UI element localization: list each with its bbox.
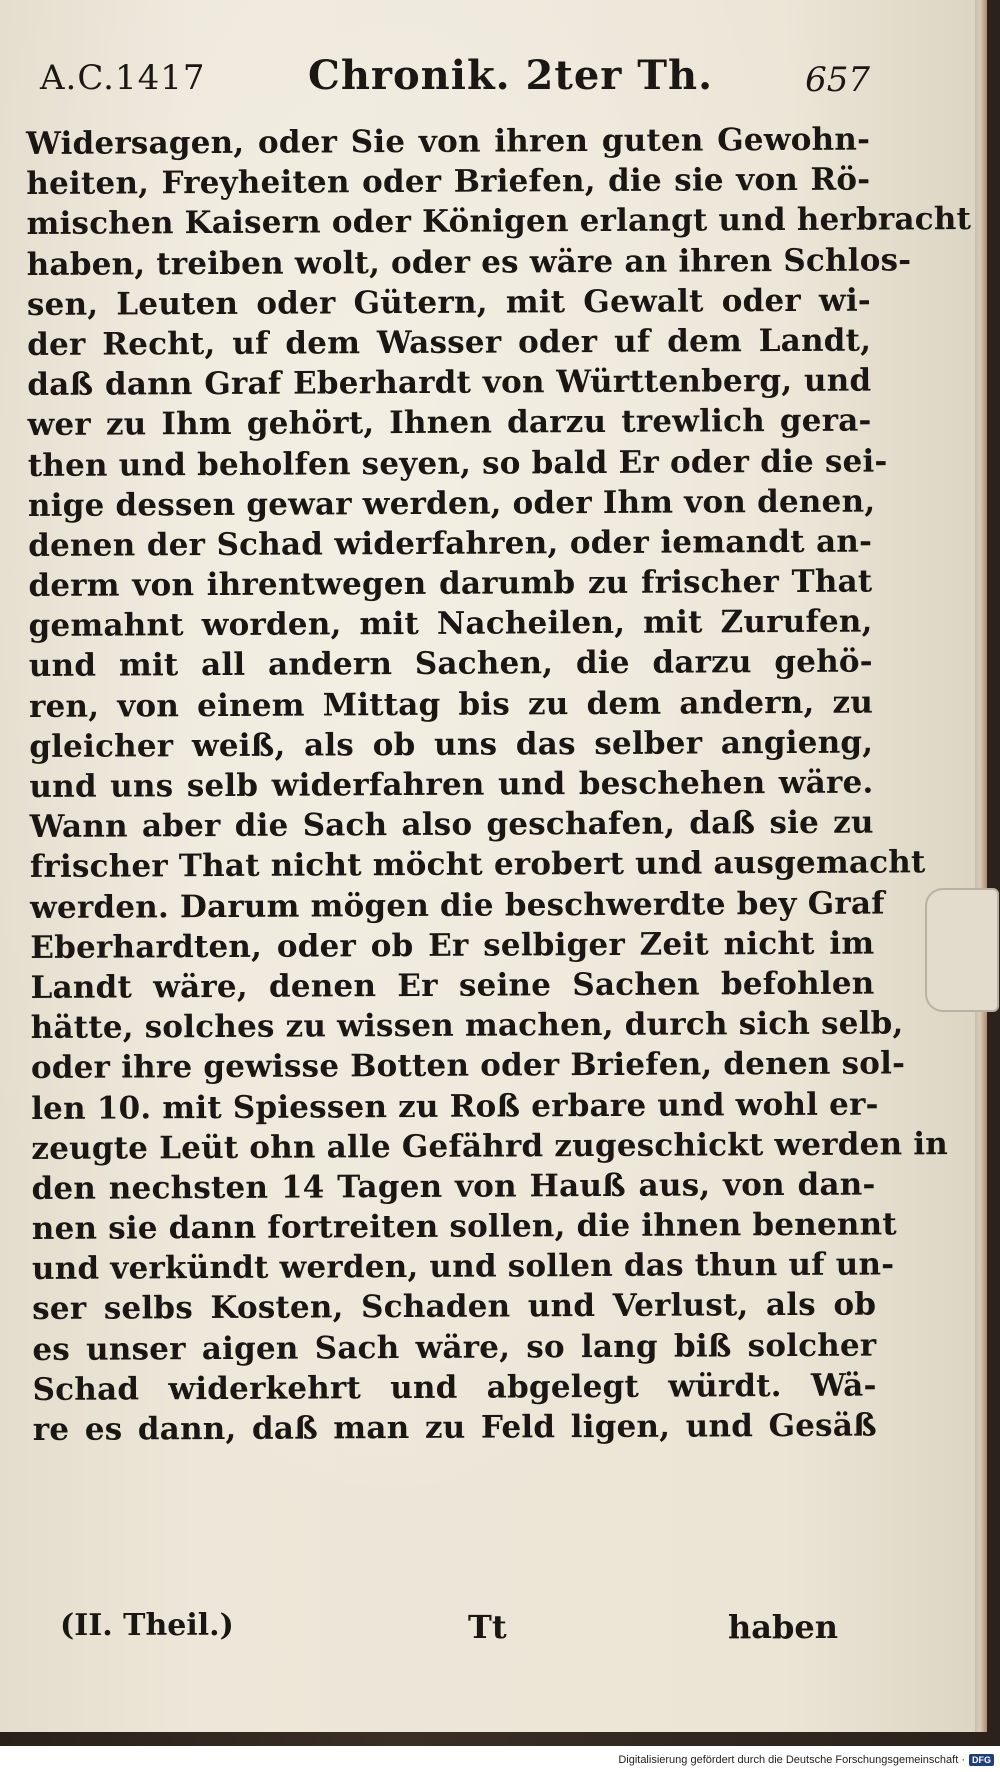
text-line: der Recht, uf dem Wasser oder uf dem Landt, xyxy=(27,322,872,363)
text-line: und verkündt werden, und sollen das thun uf un- xyxy=(31,1246,895,1288)
header-title: Chronik. 2ter Th. xyxy=(308,52,714,99)
text-line: Schad widerkehrt und abgelegt würdt. Wä- xyxy=(32,1367,877,1408)
page-footer xyxy=(48,1608,838,1654)
text-line: haben, treiben wolt, oder es wäre an ihren Schlos- xyxy=(26,241,912,283)
text-line: len 10. mit Spiessen zu Roß erbare und wohl er- xyxy=(31,1086,879,1127)
page-fold-edge xyxy=(975,0,987,1732)
header-year: A.C.1417 xyxy=(40,58,206,98)
text-line: den nechsten 14 Tagen von Hauß aus, von dan- xyxy=(31,1166,876,1207)
text-line: gleicher weiß, als ob uns das selber angieng, xyxy=(29,724,874,765)
text-line: sen, Leuten oder Gütern, mit Gewalt oder wi- xyxy=(26,282,872,323)
digitization-credit xyxy=(618,1754,994,1766)
page-number: 657 xyxy=(805,60,870,100)
text-line: ren, von einem Mittag bis zu dem andern, zu xyxy=(28,684,874,725)
text-line: Wann aber die Sach also geschafen, daß sie zu xyxy=(29,804,874,846)
text-line: und uns selb widerfahren und beschehen wäre. xyxy=(29,764,874,805)
text-line: oder ihre gewisse Botten oder Briefen, denen sol- xyxy=(30,1045,906,1087)
footer-signature-mark: Tt xyxy=(468,1608,507,1646)
text-line: ser selbs Kosten, Schaden und Verlust, als ob xyxy=(32,1287,877,1328)
text-line: Landt wäre, denen Er seine Sachen befohlen xyxy=(30,965,875,1006)
dfg-logo-icon: DFG xyxy=(969,1754,994,1766)
text-line: Widersagen, oder Sie von ihren guten Gewohn- xyxy=(26,121,871,162)
text-line: then und beholfen seyen, so bald Er oder die sei- xyxy=(27,442,888,484)
text-line: es unser aigen Sach wäre, so lang biß solcher xyxy=(32,1327,877,1368)
text-line: nen sie dann fortreiten sollen, die ihnen benennt xyxy=(31,1206,897,1248)
footer-volume: (II. Theil.) xyxy=(60,1608,234,1643)
text-line: Eberhardten, oder ob Er selbiger Zeit nicht im xyxy=(30,925,875,966)
text-line: und mit all andern Sachen, die darzu gehö- xyxy=(28,644,873,685)
text-line: zeugte Leüt ohn alle Gefährd zugeschickt werden in xyxy=(31,1125,949,1167)
text-line: wer zu Ihm gehört, Ihnen darzu trewlich gera- xyxy=(27,402,872,444)
text-line: mischen Kaisern oder Königen erlangt und herbracht xyxy=(26,201,972,243)
text-line: daß dann Graf Eberhardt von Württenberg, und xyxy=(27,362,872,404)
page-tab-marker xyxy=(925,888,999,1012)
credit-text: Digitalisierung gefördert durch die Deutsche Forschungsgemeinschaft · xyxy=(618,1754,965,1766)
text-line: re es dann, daß man zu Feld ligen, und Gesäß xyxy=(32,1407,877,1448)
text-line: denen der Schad widerfahren, oder iemandt an- xyxy=(28,523,873,564)
text-line: gemahnt worden, mit Nacheilen, mit Zurufen, xyxy=(28,603,873,645)
text-line: hätte, solches zu wissen machen, durch sich selb, xyxy=(30,1005,904,1047)
footer-catchword: haben xyxy=(728,1608,838,1646)
running-header xyxy=(40,52,870,112)
text-line: frischer That nicht möcht erobert und ausgemacht xyxy=(29,844,926,886)
text-line: derm von ihrentwegen darumb zu frischer That xyxy=(28,563,873,605)
body-text xyxy=(26,120,972,1451)
text-line: nige dessen gewar werden, oder Ihm von denen, xyxy=(27,483,876,524)
text-line: heiten, Freyheiten oder Briefen, die sie von Rö- xyxy=(26,161,871,203)
text-line: werden. Darum mögen die beschwerdte bey Graf xyxy=(30,885,885,926)
